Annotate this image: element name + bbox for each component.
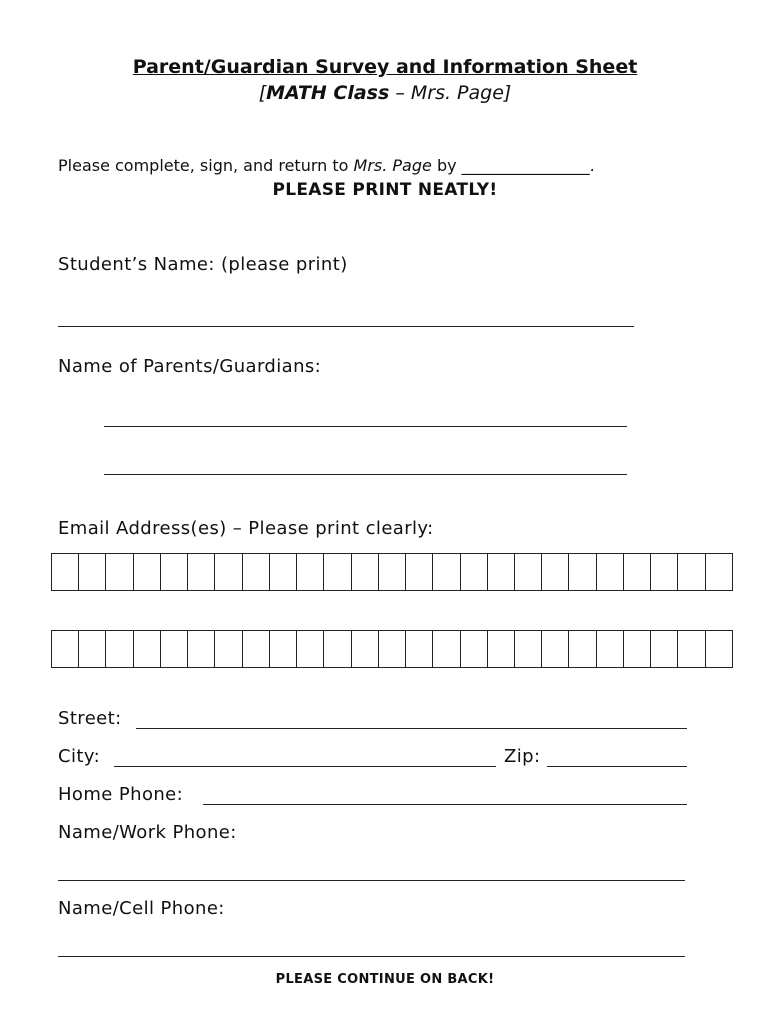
email-cell[interactable] <box>52 631 79 667</box>
email-cell[interactable] <box>706 631 732 667</box>
email-cell[interactable] <box>52 554 79 590</box>
parent-name-line-2[interactable] <box>104 474 627 475</box>
email-cell[interactable] <box>352 631 379 667</box>
parent-name-line-1[interactable] <box>104 426 627 427</box>
subtitle-open: [ <box>258 82 267 104</box>
home-phone-label: Home Phone: <box>58 784 184 805</box>
parents-names-label: Name of Parents/Guardians: <box>58 356 322 377</box>
form-title: Parent/Guardian Survey and Information Sheet <box>132 56 638 78</box>
email-cell[interactable] <box>297 631 324 667</box>
cell-phone-line[interactable] <box>58 956 685 957</box>
student-name-line[interactable] <box>58 326 634 327</box>
email-cell[interactable] <box>324 631 351 667</box>
email-cell[interactable] <box>569 554 596 590</box>
email-cell[interactable] <box>352 554 379 590</box>
email-cell[interactable] <box>597 554 624 590</box>
email-cell[interactable] <box>433 554 460 590</box>
email-cell[interactable] <box>678 631 705 667</box>
email-cell[interactable] <box>270 631 297 667</box>
email-cell[interactable] <box>488 554 515 590</box>
cell-phone-label: Name/Cell Phone: <box>58 898 225 919</box>
student-name-label: Student’s Name: (please print) <box>58 254 348 275</box>
zip-label: Zip: <box>504 746 541 767</box>
email-cell[interactable] <box>624 554 651 590</box>
email-cell[interactable] <box>678 554 705 590</box>
work-phone-line[interactable] <box>58 880 685 881</box>
home-phone-line[interactable] <box>203 804 687 805</box>
instructions-after: by ________________. <box>431 156 595 175</box>
email-cell[interactable] <box>379 631 406 667</box>
email-cell[interactable] <box>188 554 215 590</box>
email-cell[interactable] <box>379 554 406 590</box>
email-cell[interactable] <box>597 631 624 667</box>
email-cell[interactable] <box>569 631 596 667</box>
email-cell[interactable] <box>134 631 161 667</box>
email-cell[interactable] <box>542 554 569 590</box>
email-cell[interactable] <box>161 554 188 590</box>
email-cell[interactable] <box>134 554 161 590</box>
email-cell[interactable] <box>243 631 270 667</box>
instructions-before: Please complete, sign, and return to <box>58 156 354 175</box>
city-label: City: <box>58 746 101 767</box>
email-cell[interactable] <box>188 631 215 667</box>
form-subtitle <box>0 82 770 104</box>
email-cell[interactable] <box>270 554 297 590</box>
email-cell[interactable] <box>515 554 542 590</box>
email-cell[interactable] <box>406 554 433 590</box>
email-grid-2[interactable] <box>51 630 733 668</box>
email-cell[interactable] <box>79 631 106 667</box>
street-label: Street: <box>58 708 122 729</box>
email-cell[interactable] <box>243 554 270 590</box>
zip-line[interactable] <box>547 766 687 767</box>
email-cell[interactable] <box>461 554 488 590</box>
email-cell[interactable] <box>215 554 242 590</box>
subtitle-rest: – Mrs. Page] <box>389 82 512 104</box>
email-cell[interactable] <box>651 631 678 667</box>
instructions-teacher: Mrs. Page <box>353 156 432 175</box>
email-cell[interactable] <box>706 554 732 590</box>
email-cell[interactable] <box>488 631 515 667</box>
subtitle-class: MATH Class <box>266 82 390 104</box>
email-cell[interactable] <box>161 631 188 667</box>
work-phone-label: Name/Work Phone: <box>58 822 237 843</box>
email-cell[interactable] <box>324 554 351 590</box>
print-neatly-notice: PLEASE PRINT NEATLY! <box>272 180 498 200</box>
email-cell[interactable] <box>542 631 569 667</box>
email-grid-1[interactable] <box>51 553 733 591</box>
email-cell[interactable] <box>624 631 651 667</box>
continue-on-back-notice: PLEASE CONTINUE ON BACK! <box>275 972 495 987</box>
email-cell[interactable] <box>461 631 488 667</box>
email-cell[interactable] <box>106 554 133 590</box>
email-cell[interactable] <box>406 631 433 667</box>
email-cell[interactable] <box>79 554 106 590</box>
city-line[interactable] <box>114 766 496 767</box>
email-cell[interactable] <box>215 631 242 667</box>
email-cell[interactable] <box>515 631 542 667</box>
email-label: Email Address(es) – Please print clearly: <box>58 518 434 539</box>
street-line[interactable] <box>136 728 687 729</box>
email-cell[interactable] <box>651 554 678 590</box>
email-cell[interactable] <box>297 554 324 590</box>
email-cell[interactable] <box>106 631 133 667</box>
instructions <box>58 156 595 175</box>
email-cell[interactable] <box>433 631 460 667</box>
